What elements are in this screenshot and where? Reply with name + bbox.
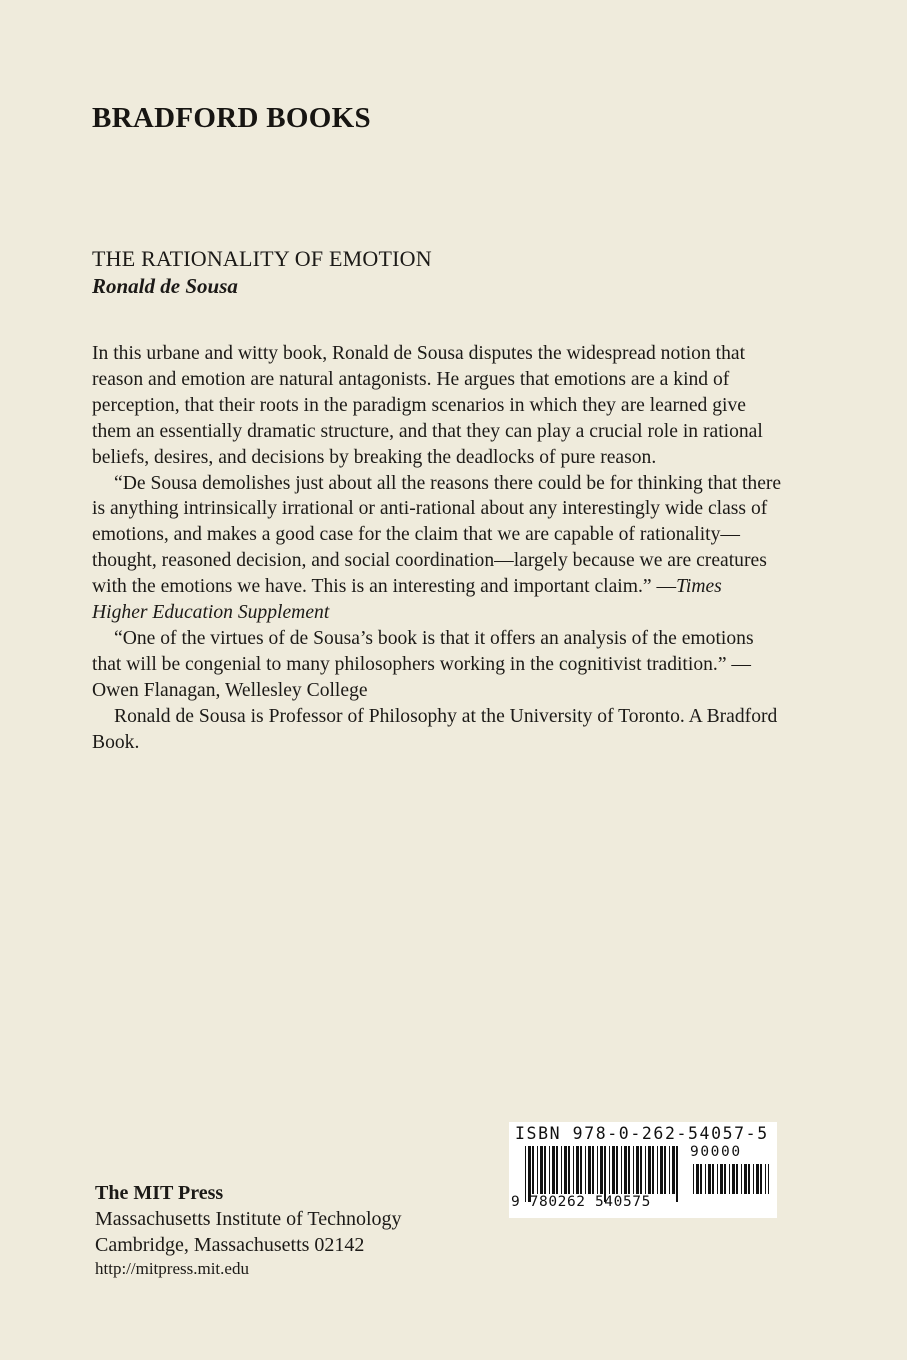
isbn-label: ISBN 978-0-262-54057-5: [515, 1124, 769, 1143]
review-quote-flanagan: “One of the virtues of de Sousa’s book is that it offers an analysis of the emotions that will be congenial to many philosophers working in the cognitivist tradition.” —Owen Flanagan, Wellesley College: [92, 627, 754, 701]
price-code: 90000: [690, 1144, 742, 1160]
publisher-name: The MIT Press: [95, 1182, 224, 1204]
publisher-address-line1: Massachusetts Institute of Technology: [95, 1208, 402, 1230]
review-quote-times: [92, 471, 782, 626]
isbn-barcode: [509, 1122, 777, 1218]
review-quote-text: “De Sousa demolishes just about all the reasons there could be for thinking that there is anything intrinsically irrational or anti-rational about any interestingly wide class of emotions, and makes a good case for the claim that we are capable of rationality—thought, reasoned decision, and social coordination—largely because we are creatures with the emotions we have. This is an interesting and important claim.” —: [92, 472, 782, 598]
publisher-block: [95, 1180, 402, 1280]
book-title: THE RATIONALITY OF EMOTION: [92, 246, 432, 271]
book-author: Ronald de Sousa: [92, 274, 238, 298]
series-title: BRADFORD BOOKS: [92, 102, 371, 134]
author-bio: Ronald de Sousa is Professor of Philosophy at the University of Toronto. A Bradford Book.: [92, 705, 778, 753]
publisher-url: http://mitpress.mit.edu: [95, 1259, 249, 1278]
barcode-digits: 9 780262 540575: [511, 1194, 651, 1210]
description-paragraph: In this urbane and witty book, Ronald de Sousa disputes the widespread notion that reason and emotion are natural antagonists. He argues that emotions are a kind of perception, that their roots in the paradigm scenarios in which they are learned give them an essentially dramatic structure, and that they can play a crucial role in rational beliefs, desires, and decisions by breaking the deadlocks of pure reason.: [92, 343, 763, 468]
description-block: [92, 341, 782, 756]
publisher-address-line2: Cambridge, Massachusetts 02142: [95, 1234, 365, 1256]
review-quote-source: Times Higher Education Supplement: [92, 576, 722, 624]
